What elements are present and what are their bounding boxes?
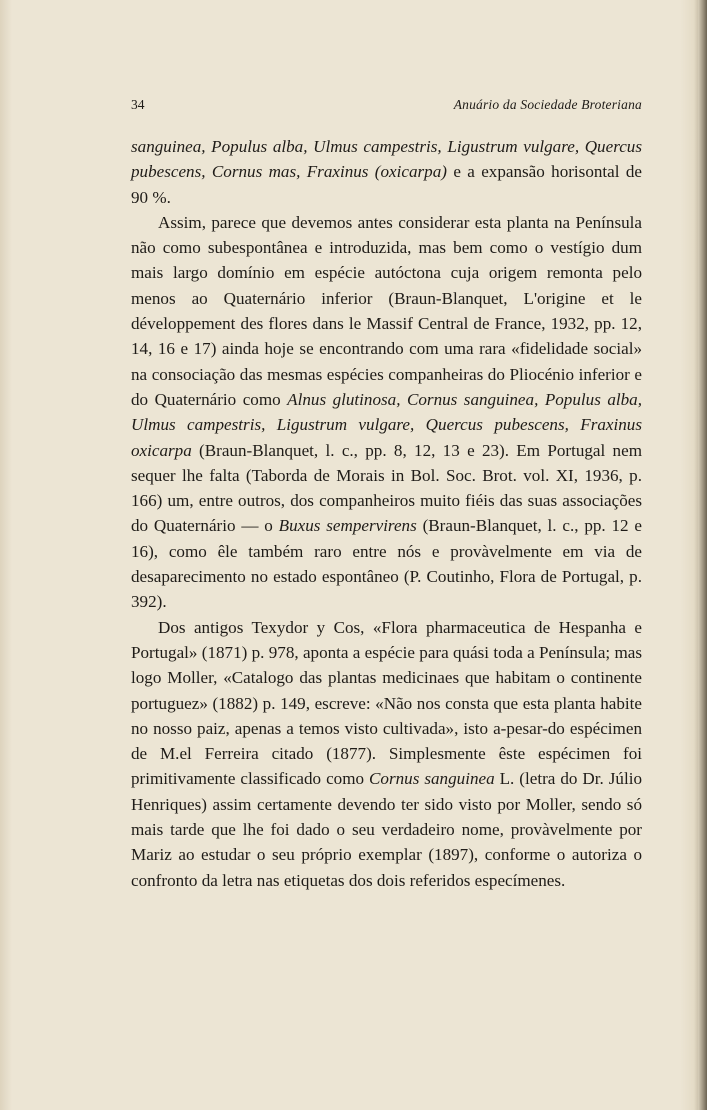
text-run: (Braun-Blanquet, l. c., pp. 12 e 16), como êle também raro entre nós e provàvelmente em via de desaparecimento no estado espontâneo (P. Coutinho, Flora de Portugal, p. 392).	[131, 516, 642, 612]
running-title: Anuário da Sociedade Broteriana	[453, 97, 642, 112]
text-italic: Cornus sanguinea	[369, 769, 495, 789]
paragraph-1	[131, 134, 642, 210]
body-text	[131, 134, 642, 893]
text-run: (Braun-Blanquet, l. c., pp. 8, 12, 13 e 23). Em Portugal nem sequer lhe falta (Taborda de Morais in Bol. Soc. Brot. vol. XI, 1936, p. 166) um, entre outros, dos companheiros muito fiéis das suas associações do Quaternário — o	[131, 440, 642, 536]
text-run: Dos antigos Texydor y Cos, «Flora pharmaceutica de Hespanha e Portugal» (1871) p. 978, aponta a espécie para quási toda a Península; mas logo Moller, «Catalogo das plantas medicinaes que habitam o continente portuguez» (1882) p. 149, escreve: «Não nos consta que esta planta habite no nosso paiz, apenas a temos visto cultivada», isto a-pesar-do espécimen de M.el Ferreira citado (1877). Simplesmente êste espécimen foi primitivamente classificado como	[131, 617, 642, 789]
page-header	[131, 96, 642, 114]
text-italic: Buxus sempervirens	[278, 516, 417, 536]
text-run: e a expansão horisontal de 90 %.	[131, 162, 642, 207]
text-italic: Alnus glutinosa, Cornus sanguinea, Populus alba, Ulmus campestris, Ligustrum vulgare, Quercus pubescens, Fraxinus oxicarpa	[131, 389, 642, 460]
text-run: L. (letra do Dr. Júlio Henriques) assim certamente devendo ter sido visto por Moller, sendo só mais tarde que lhe foi dado o seu verdadeiro nome, provàvelmente por Mariz ao estudar o seu próprio exemplar (1897), conforme o autoriza o confronto da letra nas etiquetas dos dois referidos especímenes.	[131, 769, 642, 890]
paragraph-3	[131, 615, 642, 893]
page-edge	[698, 0, 707, 1110]
paragraph-2	[131, 210, 642, 615]
text-italic: sanguinea, Populus alba, Ulmus campestris, Ligustrum vulgare, Quercus pubescens, Cornus mas, Fraxinus (oxicarpa)	[131, 137, 642, 182]
text-run: Assim, parece que devemos antes considerar esta planta na Península não como subespontânea e introduzida, mas bem como o vestígio dum mais largo domínio em espécie autóctona cuja origem remonta pelo menos ao Quaternário inferior (Braun-Blanquet, L'origine et le développement des flores dans le Massif Central de France, 1932, pp. 12, 14, 16 e 17) ainda hoje se encontrando com uma rara «fidelidade social» na consociação das mesmas espécies companheiras do Pliocénio inferior e do Quaternário como	[131, 212, 642, 409]
page-number: 34	[131, 97, 145, 112]
